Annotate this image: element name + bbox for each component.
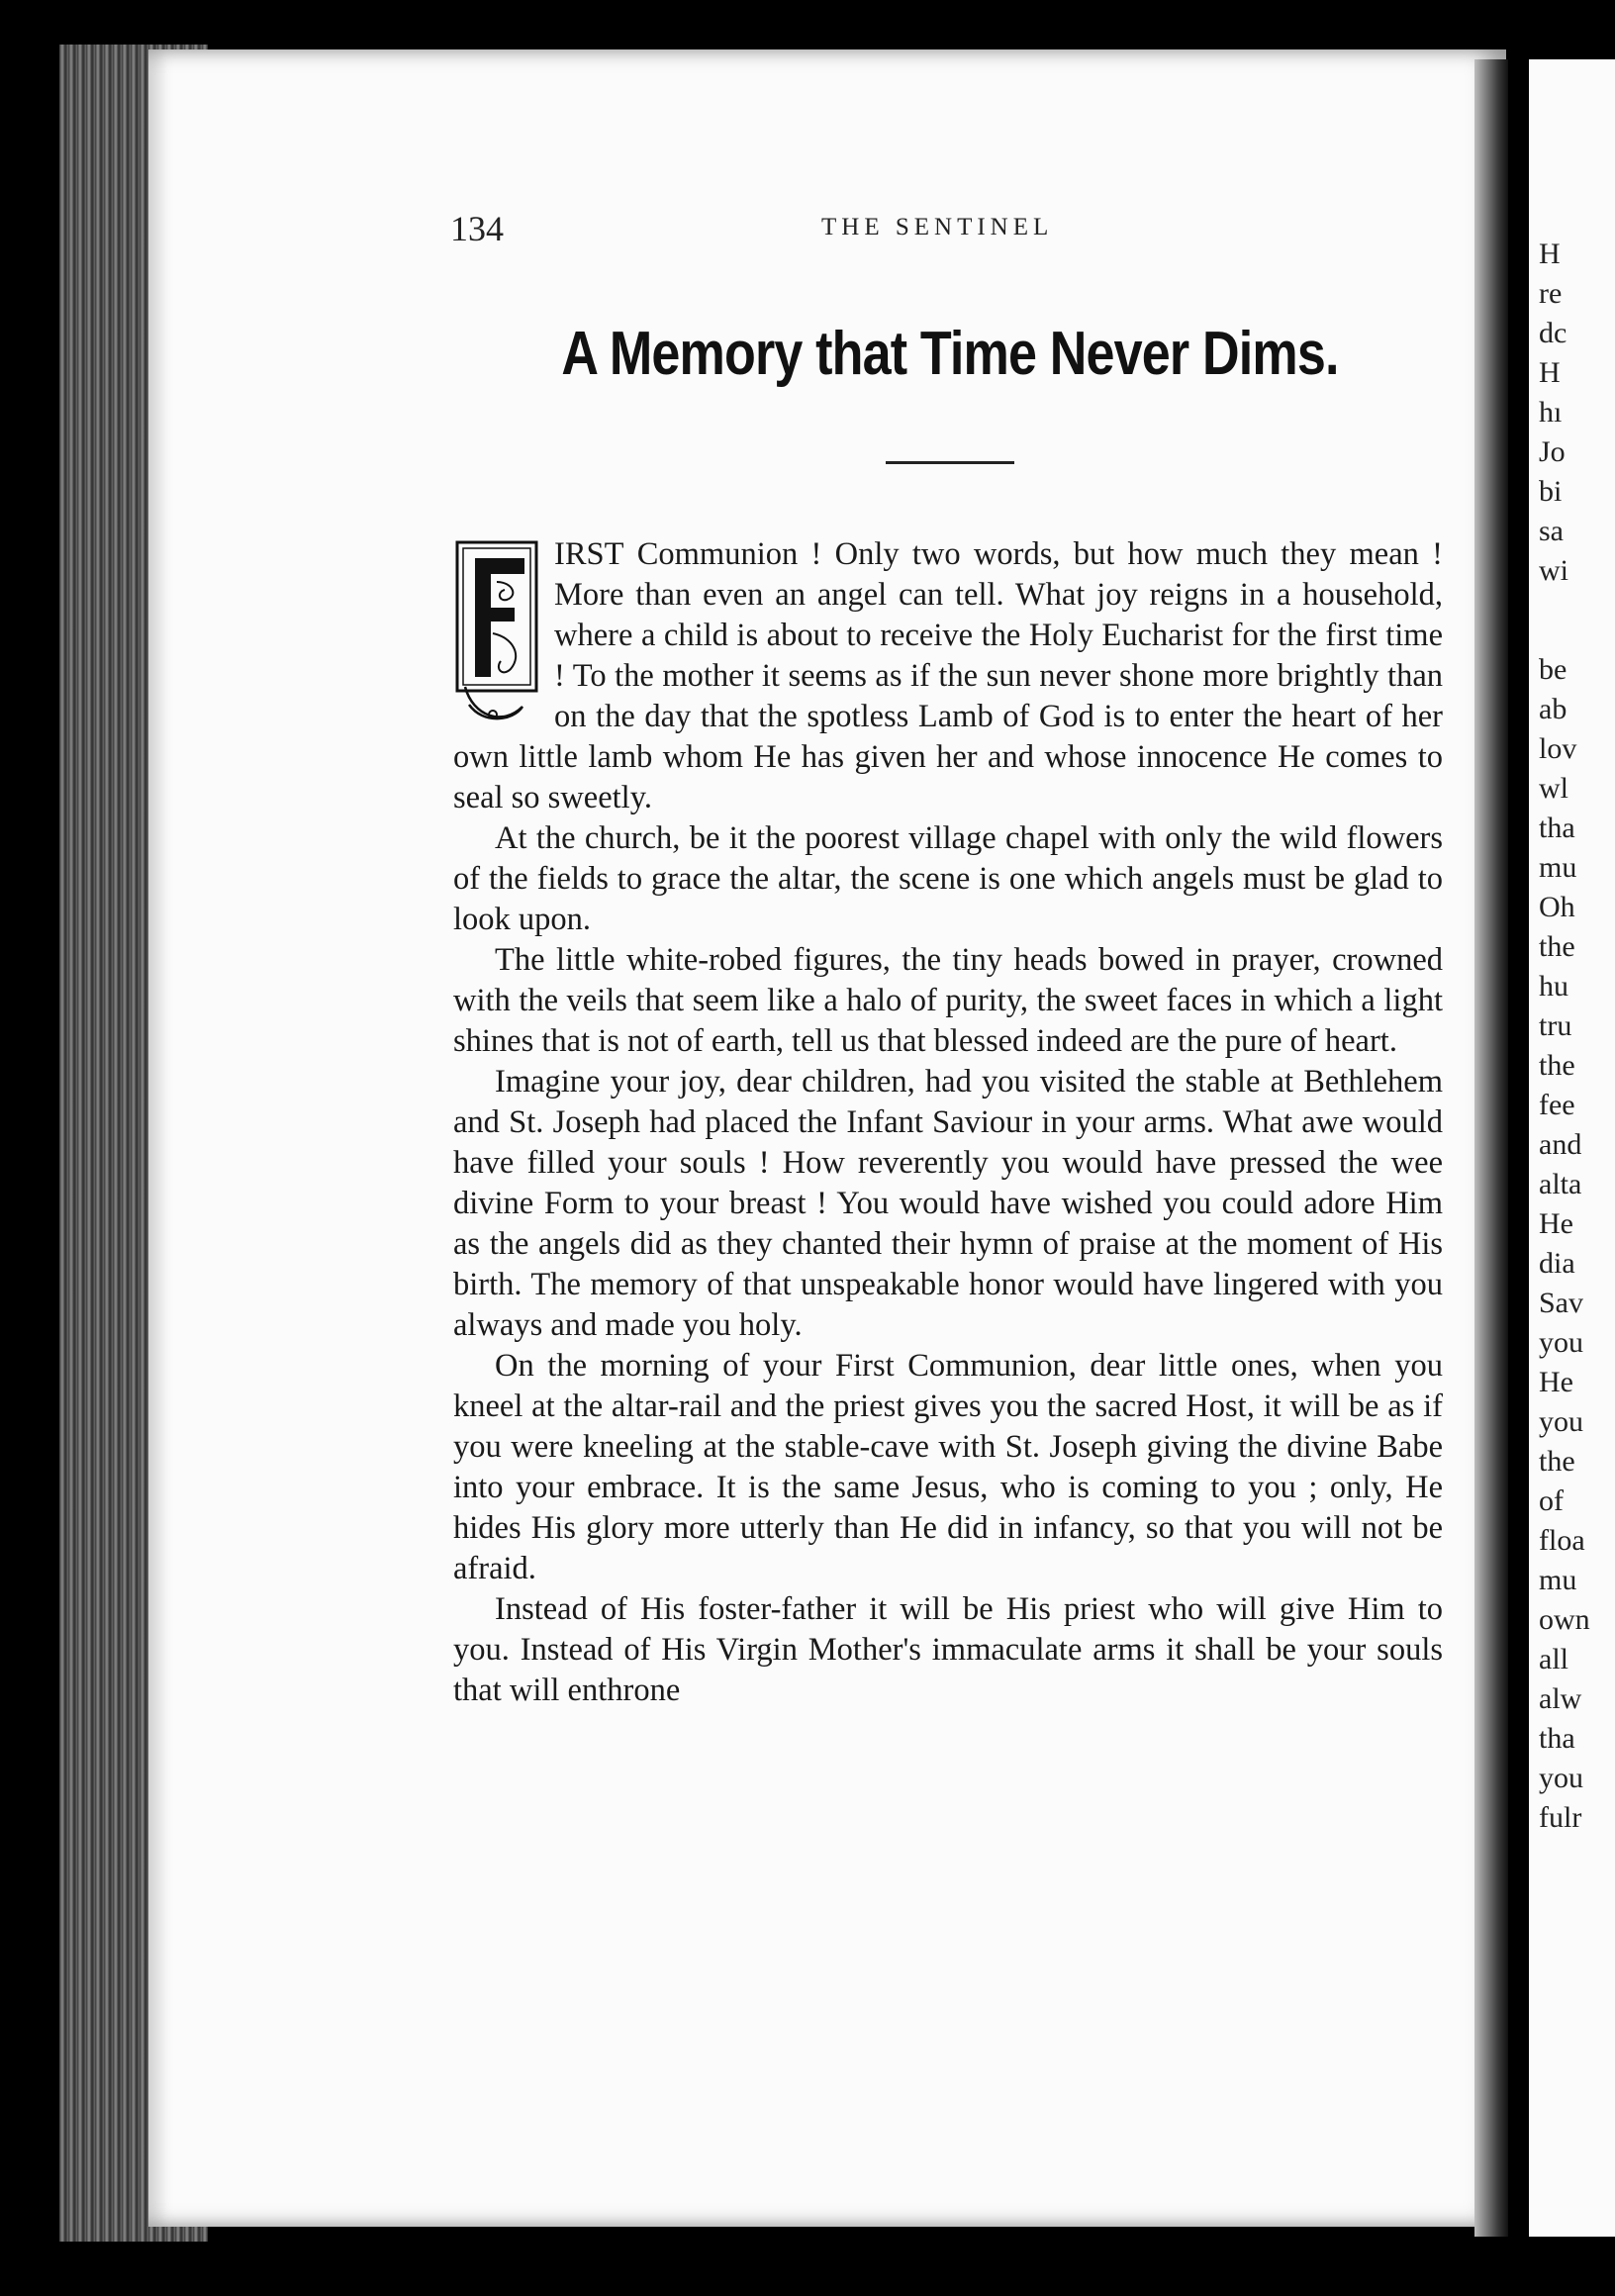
article-title: A Memory that Time Never Dims. xyxy=(561,320,1339,388)
facing-page-fragment: Jo xyxy=(1539,435,1566,468)
facing-page-fragment: alw xyxy=(1539,1682,1582,1715)
article-body xyxy=(453,534,1443,1711)
facing-page-fragment: the xyxy=(1539,1049,1575,1082)
facing-page-fragment: wl xyxy=(1539,772,1568,805)
facing-page-fragment: you xyxy=(1539,1762,1583,1794)
facing-page-fragment: and xyxy=(1539,1128,1582,1161)
facing-page-fragment: He xyxy=(1539,1207,1573,1240)
facing-page-fragment: the xyxy=(1539,930,1575,963)
facing-page-fragment: lov xyxy=(1539,732,1577,765)
facing-page-fragment: Sav xyxy=(1539,1287,1583,1319)
facing-page-fragment: hu xyxy=(1539,970,1568,1003)
facing-page-fragment: ab xyxy=(1539,693,1568,725)
facing-page-fragment: fee xyxy=(1539,1089,1575,1121)
facing-page xyxy=(1529,59,1615,2237)
facing-page-fragment: you xyxy=(1539,1405,1583,1438)
facing-page-fragment: H xyxy=(1539,356,1561,389)
facing-page-fragment: floa xyxy=(1539,1524,1585,1557)
paragraph: Imagine your joy, dear children, had you visited the stable at Bethlehem and St. Joseph had placed the Infant Saviour in your arms. What awe would have filled your souls ! How reverently you would have pressed the wee divine Form to your breast ! You would have wished you could adore Him as the angels did as they chanted their hymn of praise at the moment of His birth. The memory of that unspeakable honor would have lingered with you always and made you holy. xyxy=(453,1064,1443,1343)
facing-page-fragment: Oh xyxy=(1539,891,1575,923)
facing-page-fragment: be xyxy=(1539,653,1568,686)
title-rule xyxy=(886,461,1014,464)
page-header xyxy=(450,208,1440,257)
paragraph-text: Communion ! Only two words, but how much they mean ! More than even an angel can tell. What joy reigns in a household, where a child is about to receive the Holy Eucharist for the first time ! To the mother it seems as if the sun never shone more brightly than on the day that the spotless Lamb of God is to enter the heart of her own little lamb whom He has given her and whose innocence He comes to seal so sweetly. xyxy=(453,536,1443,815)
paragraph: The little white-robed figures, the tiny heads bowed in prayer, crowned with the veils that seem like a halo of purity, the sweet faces in which a light shines that is not of earth, tell us that blessed indeed are the pure of heart. xyxy=(453,942,1443,1059)
facing-page-fragment: own xyxy=(1539,1603,1590,1636)
paragraph: On the morning of your First Communion, dear little ones, when you kneel at the altar-rail and the priest gives you the sacred Host, it will be as if you were kneeling at the stable-cave with St. Joseph giving the divine Babe into your embrace. It is the same Jesus, who is coming to you ; only, He hides His glory more utterly than He did in infancy, so that you will not be afraid. xyxy=(453,1348,1443,1586)
paragraph xyxy=(453,534,1443,818)
running-head: THE SENTINEL xyxy=(821,214,1054,240)
facing-page-fragment: re xyxy=(1539,277,1563,310)
book-gutter xyxy=(1474,59,1508,2237)
facing-page-fragment: all xyxy=(1539,1643,1568,1675)
paragraph: Instead of His foster-father it will be His priest who will give Him to you. Instead of His Virgin Mother's immaculate arms it shall be your souls that will enthrone xyxy=(453,1591,1443,1708)
facing-page-fragment: tha xyxy=(1539,1722,1575,1755)
first-word-rest: IRST xyxy=(554,536,624,572)
facing-page-fragment: mu xyxy=(1539,1564,1577,1596)
facing-page-fragment: dc xyxy=(1539,317,1568,349)
facing-page-fragment: mu xyxy=(1539,851,1577,884)
facing-page-fragment: hı xyxy=(1539,396,1563,429)
facing-page-fragment: the xyxy=(1539,1445,1575,1478)
facing-page-fragment: fulr xyxy=(1539,1801,1582,1834)
page-number: 134 xyxy=(450,209,504,248)
facing-page-fragment: alta xyxy=(1539,1168,1582,1200)
facing-page-fragment: dia xyxy=(1539,1247,1575,1280)
facing-page-fragment: H xyxy=(1539,238,1561,270)
facing-page-fragment: tha xyxy=(1539,812,1575,844)
paragraph: At the church, be it the poorest village chapel with only the wild flowers of the fields to grace the altar, the scene is one which angels must be glad to look upon. xyxy=(453,820,1443,937)
ornamental-drop-cap xyxy=(453,538,540,736)
facing-page-fragment: tru xyxy=(1539,1009,1572,1042)
facing-page-fragment: sa xyxy=(1539,515,1564,547)
facing-page-fragment: you xyxy=(1539,1326,1583,1359)
facing-page-fragment: of xyxy=(1539,1484,1564,1517)
facing-page-fragment: He xyxy=(1539,1366,1573,1398)
facing-page-fragment: wi xyxy=(1539,554,1568,587)
facing-page-fragment: bi xyxy=(1539,475,1563,508)
